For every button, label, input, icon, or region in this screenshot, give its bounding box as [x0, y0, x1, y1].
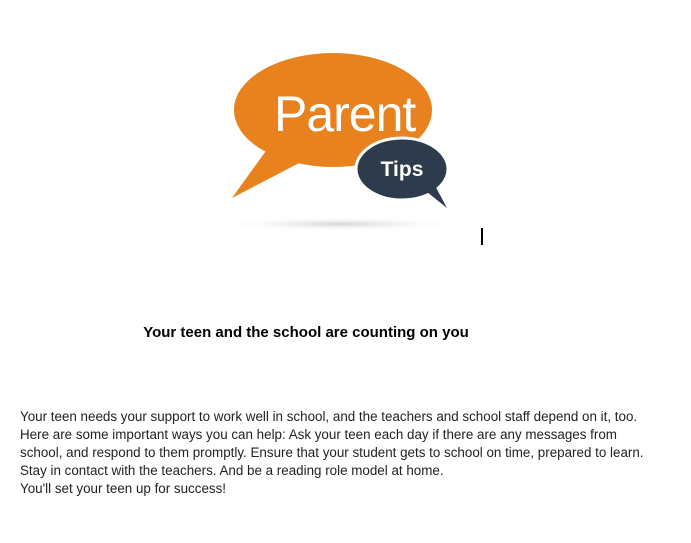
parent-tips-logo [210, 48, 480, 238]
closing-line: You'll set your teen up for success! [20, 481, 227, 496]
speech-bubbles-icon [210, 48, 480, 238]
text-cursor [481, 228, 483, 245]
body-text-block [20, 408, 660, 498]
logo-shadow [215, 217, 465, 231]
logo-sub-text: Tips [380, 158, 424, 181]
body-paragraph: Your teen needs your support to work well in school, and the teachers and school staff depend on it, too. Here are some important ways you can help: Ask your teen each day if there are any messages from school, and respond to them promptly. Ensure that your student gets to school on time, prepared to learn. Stay in contact with the teachers. And be a reading role model at home. [20, 409, 644, 478]
logo-main-text: Parent [274, 86, 416, 142]
page-heading: Your teen and the school are counting on you [143, 324, 469, 341]
